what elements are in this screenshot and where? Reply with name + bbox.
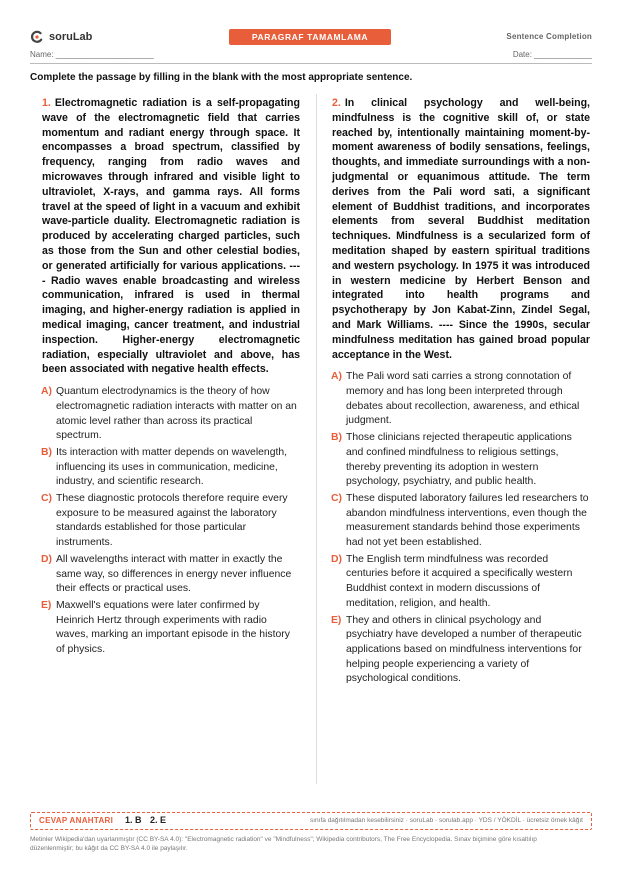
column-divider bbox=[316, 94, 317, 784]
answer-key-box bbox=[30, 812, 592, 830]
option-text: Quantum electrodynamics is the theory of how electromagnetic radiation interacts with matter on an atomic level rather than across its practical spectrum. bbox=[56, 386, 297, 442]
option-letter: B) bbox=[41, 446, 52, 458]
question-1 bbox=[42, 96, 300, 660]
question-1-passage bbox=[42, 96, 300, 377]
option-text: All wavelengths interact with matter in exactly the same way, so differences in energy never influence their effects or practical uses. bbox=[56, 553, 292, 595]
option-text: These diagnostic protocols therefore require every exposure to be measured against the laboratory standards established for those particular instruments. bbox=[56, 493, 288, 549]
question-2-option-d[interactable] bbox=[332, 553, 590, 612]
student-info-row bbox=[30, 50, 592, 64]
question-1-option-b[interactable] bbox=[42, 446, 300, 490]
question-1-option-d[interactable] bbox=[42, 553, 300, 597]
license-text: Metinler Wikipedia'dan uyarlanmıştır (CC BY-SA 4.0): "Electromagnetic radiation" ve "Mindfulness"; Wikipedia contributors, The Free Encyclopedia. Sınav biçimine göre kısaltılıp düzenlenmiştir; bu kâğıt da CC BY-SA 4.0 ile paylaşılır. bbox=[30, 836, 537, 852]
question-type-label: Sentence Completion bbox=[506, 32, 592, 41]
question-1-option-c[interactable] bbox=[42, 492, 300, 551]
answer-key-list bbox=[125, 815, 172, 825]
date-field[interactable]: Date: _____________ bbox=[512, 50, 592, 59]
question-2-option-a[interactable] bbox=[332, 370, 590, 429]
option-letter: D) bbox=[41, 553, 52, 565]
question-2-option-e[interactable] bbox=[332, 614, 590, 688]
question-1-number: 1. bbox=[42, 97, 51, 109]
option-text: Its interaction with matter depends on wavelength, influencing its uses in communication, medicine, industry, and scientific research. bbox=[56, 446, 288, 488]
sorulab-logo-icon bbox=[30, 30, 44, 44]
question-2-option-c[interactable] bbox=[332, 492, 590, 551]
section-badge: PARAGRAF TAMAMLAMA bbox=[229, 29, 391, 45]
name-field[interactable]: Name: ______________________ bbox=[30, 50, 154, 59]
header-divider bbox=[30, 63, 592, 64]
question-2-option-b[interactable] bbox=[332, 431, 590, 490]
option-letter: A) bbox=[41, 386, 52, 398]
option-letter: C) bbox=[331, 492, 342, 504]
question-2-passage bbox=[332, 96, 590, 362]
option-text: The English term mindfulness was recorded centuries before it acquired a specifically western Buddhist context in modern discussions of meditation, religion, and health. bbox=[346, 553, 573, 609]
answer-1: 1. B bbox=[125, 815, 142, 825]
answer-key-title: CEVAP ANAHTARI bbox=[39, 816, 114, 825]
option-letter: E) bbox=[41, 599, 52, 611]
question-2-number: 2. bbox=[332, 97, 341, 109]
answer-key-note: sınıfa dağıtılmadan kesebilirsiniz · soruLab · sorulab.app · YDS / YÖKDİL · ücretsiz örnek kâğıt bbox=[309, 817, 583, 824]
option-letter: C) bbox=[41, 493, 52, 505]
page-header bbox=[30, 28, 592, 50]
brand-name: soruLab bbox=[49, 31, 93, 43]
brand-logo bbox=[30, 30, 92, 44]
option-letter: A) bbox=[331, 371, 342, 383]
option-text: Maxwell's equations were later confirmed by Heinrich Hertz through experiments with radio waves, marking an important episode in the history of physics. bbox=[56, 599, 290, 656]
option-text: These disputed laboratory failures led researchers to abandon mindfulness interventions, even though the measurement standards behind those experiments had not yet been established. bbox=[346, 492, 589, 549]
option-letter: B) bbox=[331, 432, 342, 444]
option-letter: D) bbox=[331, 553, 342, 565]
question-1-options bbox=[42, 385, 300, 658]
instruction-text: Complete the passage by filling in the blank with the most appropriate sentence. bbox=[30, 72, 413, 83]
option-text: They and others in clinical psychology and psychiatry have developed a number of therapeutic applications based on mindfulness interventions for helping people experiencing a variety of psychological conditions. bbox=[346, 614, 582, 685]
question-1-option-e[interactable] bbox=[42, 599, 300, 658]
option-text: Those clinicians rejected therapeutic applications and confined mindfulness to religious settings, thereby preventing its adoption in western psychology, psychiatry, and public health. bbox=[346, 432, 572, 488]
question-1-option-a[interactable] bbox=[42, 385, 300, 444]
question-2-text: In clinical psychology and well-being, mindfulness is the cognitive skill of, or state reached by, intentionally maintaining moment-by-moment awareness of bodily sensations, feelings, thoughts, and immediate surroundings with a non-judgmental or equanimous attitude. The term derives from the Pali word sati, a significant element of Buddhist traditions, and incorporates elements from several Buddhist meditation techniques. Mindfulness is a secularized form of meditation shaped by eastern spiritual traditions and western psychology. In 1975 it was introduced in western medicine by Herbert Benson and integrated into health programs and psychotherapy by Jon Kabat-Zinn, Zindel Segal, and Mark Williams. ---- Since the 1990s, secular mindfulness meditation has gained broad popular acceptance in the West. bbox=[332, 97, 590, 361]
question-2-options bbox=[332, 370, 590, 687]
question-2 bbox=[332, 96, 590, 689]
option-text: The Pali word sati carries a strong connotation of memory and has long been interpreted through debates about recollection, awareness, and ethical judgment. bbox=[346, 371, 580, 427]
answer-2: 2. E bbox=[150, 815, 167, 825]
option-letter: E) bbox=[331, 614, 342, 626]
question-1-text: Electromagnetic radiation is a self-propagating wave of the electromagnetic field that carries momentum and radiant energy through space. It encompasses a broad spectrum, classified by frequency, ranging from radio waves and microwaves through infrared and visible light to ultraviolet, X-rays, and gamma rays. All forms travel at the speed of light in a vacuum and exhibit wave-particle duality. Electromagnetic radiation is produced by accelerating charged particles, such as those from the Sun and other celestial bodies, or generated artificially for various applications. ---- Radio waves enable broadcasting and wireless communication, infrared is used in thermal imaging, and higher-energy radiation is applied in medical imaging, cancer treatment, and industrial inspection. Higher-energy electromagnetic radiation, especially ultraviolet and above, has been associated with negative health effects. bbox=[42, 97, 300, 376]
